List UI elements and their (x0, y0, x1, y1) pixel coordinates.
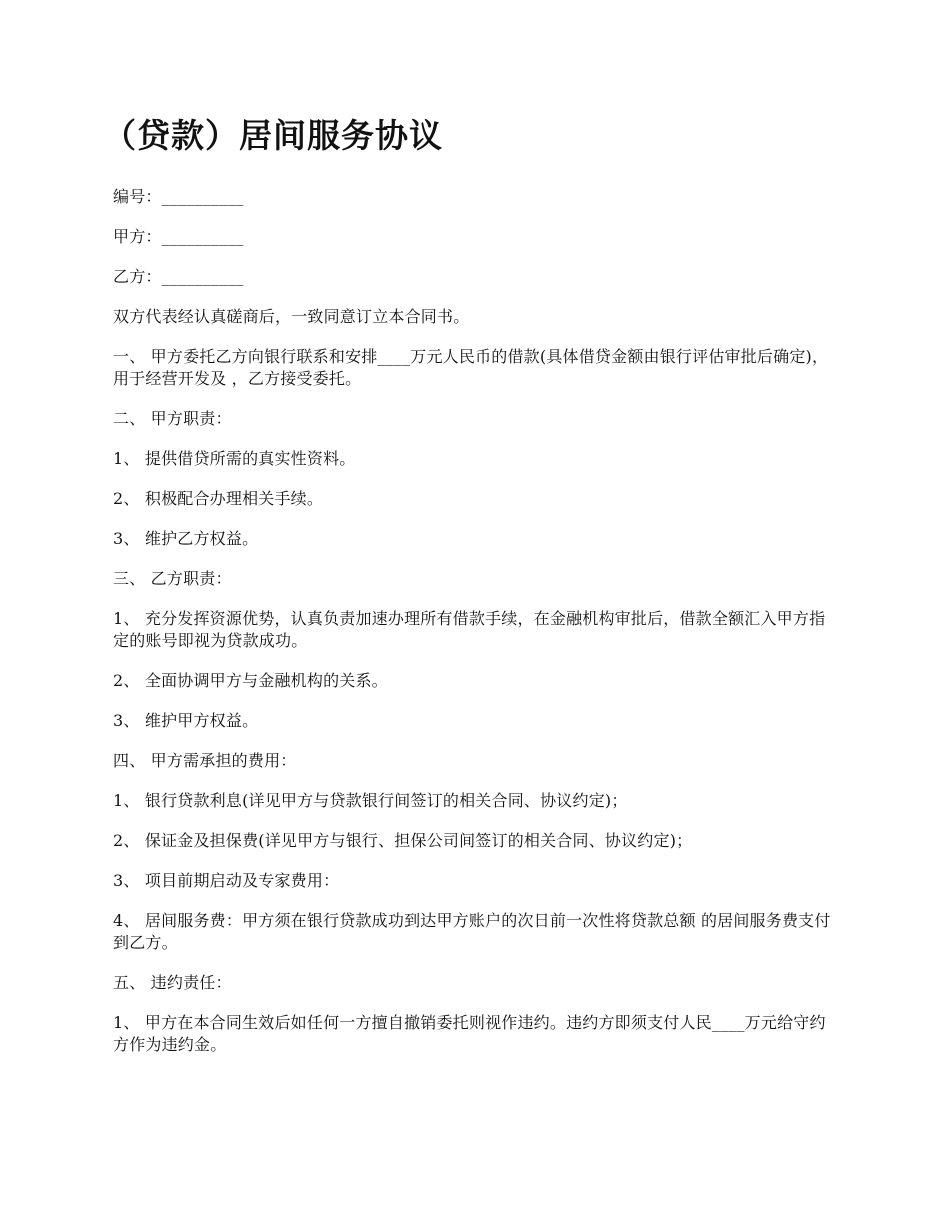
party-b-duty-2: 2、 全面协调甲方与金融机构的关系。 (113, 671, 388, 690)
party-a-duty-3: 3、 维护乙方权益。 (113, 529, 259, 548)
fee-item-3: 3、 项目前期启动及专家费用： (113, 871, 340, 890)
party-b-duty-3: 3、 维护甲方权益。 (113, 711, 259, 730)
contract-number-line: 编号：__________ (113, 187, 244, 206)
fee-item-1: 1、 银行贷款利息(详见甲方与贷款银行间签订的相关合同、协议约定)； (113, 791, 628, 810)
party-a-duty-2: 2、 积极配合办理相关手续。 (113, 489, 324, 508)
section-heading-party-b-duties: 三、 乙方职责： (113, 569, 232, 588)
clause-1: 一、 甲方委托乙方向银行联系和安排____万元人民币的借款(具体借贷金额由银行评估审批后确定)，用于经营开发及 ，乙方接受委托。 (113, 347, 829, 388)
breach-item-1: 1、 甲方在本合同生效后如任何一方擅自撤销委托则视作违约。违约方即须支付人民____万元给守约方作为违约金。 (113, 1013, 826, 1054)
fee-item-2: 2、 保证金及担保费(详见甲方与银行、担保公司间签订的相关合同、协议约定)； (113, 831, 693, 850)
section-heading-party-a-duties: 二、 甲方职责： (113, 409, 232, 428)
section-heading-breach: 五、 违约责任： (113, 973, 232, 992)
section-heading-fees: 四、 甲方需承担的费用： (113, 751, 297, 770)
document-title: （贷款）居间服务协议 (103, 116, 443, 155)
intro-paragraph: 双方代表经认真磋商后，一致同意订立本合同书。 (113, 307, 470, 326)
fee-item-4: 4、 居间服务费：甲方须在银行贷款成功到达甲方账户的次日前一次性将贷款总额 的居间服务费支付到乙方。 (113, 911, 831, 952)
party-b-line: 乙方：__________ (113, 267, 244, 286)
party-a-line: 甲方：__________ (113, 227, 244, 246)
party-a-duty-1: 1、 提供借贷所需的真实性资料。 (113, 449, 356, 468)
party-b-duty-1: 1、 充分发挥资源优势，认真负责加速办理所有借款手续，在金融机构审批后，借款全额汇入甲方指定的账号即视为贷款成功。 (113, 609, 826, 650)
document-page (103, 112, 838, 1074)
